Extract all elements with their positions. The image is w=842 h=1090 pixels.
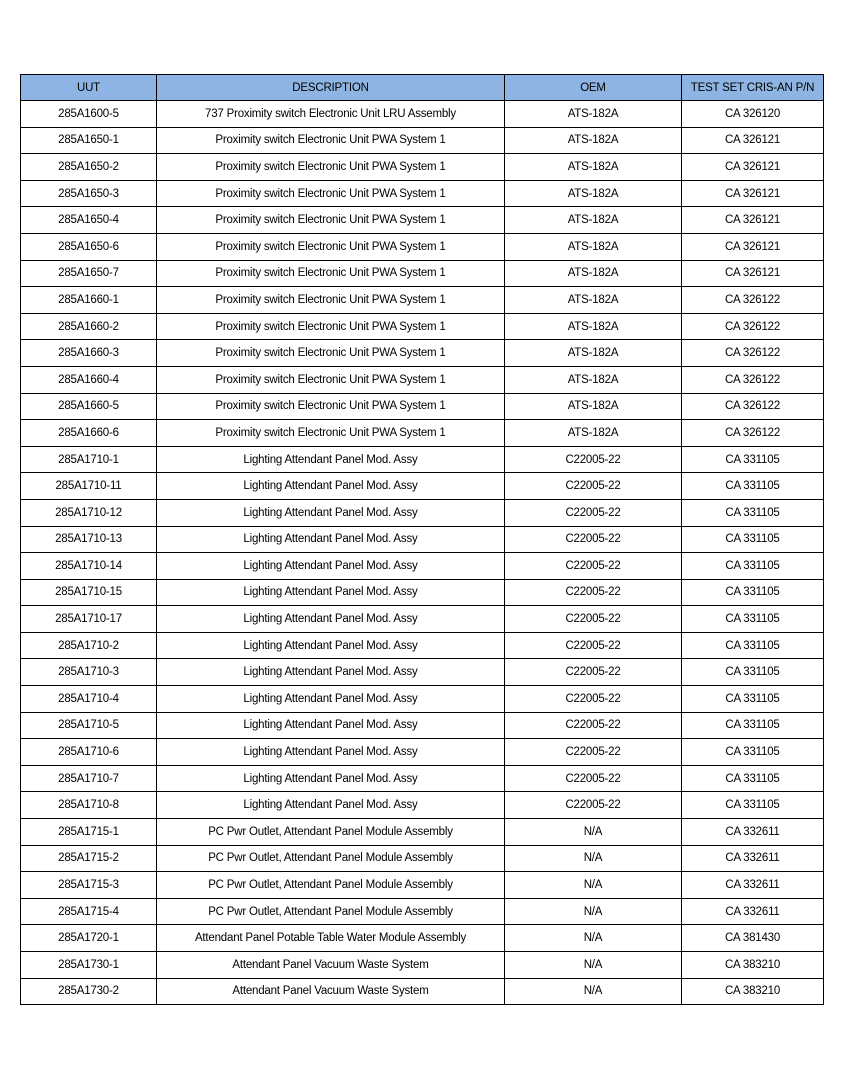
cell-uut: 285A1650-7 (21, 260, 157, 287)
cell-uut: 285A1710-14 (21, 553, 157, 580)
table-row (21, 792, 824, 819)
table-row (21, 659, 824, 686)
cell-description: 737 Proximity switch Electronic Unit LRU Assembly (157, 101, 505, 128)
cell-description: Lighting Attendant Panel Mod. Assy (157, 632, 505, 659)
cell-uut: 285A1715-3 (21, 872, 157, 899)
cell-test-set: CA 326122 (682, 366, 824, 393)
cell-oem: N/A (505, 845, 682, 872)
cell-oem: N/A (505, 978, 682, 1005)
table-row (21, 180, 824, 207)
table-row (21, 553, 824, 580)
cell-uut: 285A1600-5 (21, 101, 157, 128)
cell-test-set: CA 326121 (682, 233, 824, 260)
table-row (21, 101, 824, 128)
cell-description: Lighting Attendant Panel Mod. Assy (157, 526, 505, 553)
cell-test-set: CA 326122 (682, 393, 824, 420)
cell-description: Proximity switch Electronic Unit PWA System 1 (157, 154, 505, 181)
cell-uut: 285A1660-6 (21, 420, 157, 447)
cell-oem: N/A (505, 952, 682, 979)
header-oem: OEM (505, 75, 682, 101)
table-row (21, 499, 824, 526)
cell-oem: C22005-22 (505, 606, 682, 633)
cell-test-set: CA 331105 (682, 712, 824, 739)
cell-uut: 285A1650-2 (21, 154, 157, 181)
cell-test-set: CA 326120 (682, 101, 824, 128)
cell-description: Proximity switch Electronic Unit PWA System 1 (157, 313, 505, 340)
cell-oem: C22005-22 (505, 579, 682, 606)
cell-uut: 285A1650-1 (21, 127, 157, 154)
table-row (21, 925, 824, 952)
table-row (21, 340, 824, 367)
table-row (21, 127, 824, 154)
cell-description: Lighting Attendant Panel Mod. Assy (157, 739, 505, 766)
cell-oem: C22005-22 (505, 765, 682, 792)
cell-description: Attendant Panel Vacuum Waste System (157, 978, 505, 1005)
cell-oem: C22005-22 (505, 792, 682, 819)
table-row (21, 952, 824, 979)
cell-uut: 285A1710-13 (21, 526, 157, 553)
cell-uut: 285A1715-4 (21, 898, 157, 925)
table-row (21, 606, 824, 633)
cell-uut: 285A1710-3 (21, 659, 157, 686)
cell-test-set: CA 331105 (682, 553, 824, 580)
cell-uut: 285A1720-1 (21, 925, 157, 952)
table-row (21, 420, 824, 447)
cell-test-set: CA 331105 (682, 473, 824, 500)
cell-uut: 285A1710-15 (21, 579, 157, 606)
cell-oem: ATS-182A (505, 420, 682, 447)
cell-test-set: CA 383210 (682, 952, 824, 979)
cell-description: Lighting Attendant Panel Mod. Assy (157, 473, 505, 500)
cell-description: PC Pwr Outlet, Attendant Panel Module Assembly (157, 898, 505, 925)
cell-test-set: CA 326121 (682, 154, 824, 181)
cell-test-set: CA 332611 (682, 845, 824, 872)
cell-description: Proximity switch Electronic Unit PWA System 1 (157, 260, 505, 287)
cell-oem: N/A (505, 925, 682, 952)
table-row (21, 260, 824, 287)
table-row (21, 473, 824, 500)
cell-description: Attendant Panel Potable Table Water Module Assembly (157, 925, 505, 952)
cell-oem: C22005-22 (505, 526, 682, 553)
cell-oem: ATS-182A (505, 127, 682, 154)
table-row (21, 207, 824, 234)
cell-description: PC Pwr Outlet, Attendant Panel Module Assembly (157, 845, 505, 872)
cell-uut: 285A1660-5 (21, 393, 157, 420)
table-row (21, 233, 824, 260)
cell-description: Proximity switch Electronic Unit PWA System 1 (157, 340, 505, 367)
cell-uut: 285A1715-2 (21, 845, 157, 872)
cell-oem: N/A (505, 872, 682, 899)
cell-oem: ATS-182A (505, 101, 682, 128)
cell-test-set: CA 326122 (682, 287, 824, 314)
cell-test-set: CA 331105 (682, 632, 824, 659)
cell-oem: C22005-22 (505, 446, 682, 473)
cell-uut: 285A1710-7 (21, 765, 157, 792)
cell-description: Lighting Attendant Panel Mod. Assy (157, 712, 505, 739)
table-row (21, 898, 824, 925)
cell-test-set: CA 326122 (682, 420, 824, 447)
cell-description: Lighting Attendant Panel Mod. Assy (157, 659, 505, 686)
cell-test-set: CA 331105 (682, 659, 824, 686)
table-row (21, 739, 824, 766)
cell-uut: 285A1660-2 (21, 313, 157, 340)
table-row (21, 154, 824, 181)
cell-oem: C22005-22 (505, 632, 682, 659)
cell-uut: 285A1710-12 (21, 499, 157, 526)
cell-description: Lighting Attendant Panel Mod. Assy (157, 792, 505, 819)
cell-test-set: CA 331105 (682, 579, 824, 606)
cell-description: Proximity switch Electronic Unit PWA System 1 (157, 420, 505, 447)
cell-uut: 285A1710-2 (21, 632, 157, 659)
table-row (21, 872, 824, 899)
cell-oem: ATS-182A (505, 260, 682, 287)
cell-test-set: CA 381430 (682, 925, 824, 952)
cell-test-set: CA 332611 (682, 872, 824, 899)
cell-oem: C22005-22 (505, 473, 682, 500)
cell-description: Attendant Panel Vacuum Waste System (157, 952, 505, 979)
cell-uut: 285A1730-2 (21, 978, 157, 1005)
cell-description: Lighting Attendant Panel Mod. Assy (157, 499, 505, 526)
table-row (21, 393, 824, 420)
cell-description: Proximity switch Electronic Unit PWA System 1 (157, 233, 505, 260)
cell-test-set: CA 326122 (682, 340, 824, 367)
cell-test-set: CA 331105 (682, 686, 824, 713)
cell-test-set: CA 332611 (682, 898, 824, 925)
cell-test-set: CA 331105 (682, 739, 824, 766)
cell-uut: 285A1660-4 (21, 366, 157, 393)
cell-uut: 285A1710-17 (21, 606, 157, 633)
cell-test-set: CA 331105 (682, 499, 824, 526)
cell-description: Proximity switch Electronic Unit PWA System 1 (157, 393, 505, 420)
cell-oem: ATS-182A (505, 340, 682, 367)
cell-oem: N/A (505, 819, 682, 846)
cell-uut: 285A1715-1 (21, 819, 157, 846)
table-row (21, 712, 824, 739)
table-row (21, 819, 824, 846)
table-body (21, 101, 824, 1005)
cell-description: Lighting Attendant Panel Mod. Assy (157, 446, 505, 473)
cell-description: Proximity switch Electronic Unit PWA System 1 (157, 180, 505, 207)
cell-uut: 285A1710-11 (21, 473, 157, 500)
table-row (21, 366, 824, 393)
cell-uut: 285A1650-4 (21, 207, 157, 234)
table-row (21, 287, 824, 314)
parts-table (20, 74, 824, 1005)
cell-test-set: CA 331105 (682, 792, 824, 819)
table-row (21, 845, 824, 872)
cell-description: Lighting Attendant Panel Mod. Assy (157, 579, 505, 606)
cell-oem: ATS-182A (505, 180, 682, 207)
cell-test-set: CA 326122 (682, 313, 824, 340)
header-description: DESCRIPTION (157, 75, 505, 101)
cell-test-set: CA 331105 (682, 606, 824, 633)
cell-oem: ATS-182A (505, 207, 682, 234)
cell-description: PC Pwr Outlet, Attendant Panel Module Assembly (157, 819, 505, 846)
table-row (21, 526, 824, 553)
table-row (21, 579, 824, 606)
header-uut: UUT (21, 75, 157, 101)
cell-test-set: CA 331105 (682, 446, 824, 473)
cell-test-set: CA 331105 (682, 765, 824, 792)
cell-description: Lighting Attendant Panel Mod. Assy (157, 606, 505, 633)
cell-description: Lighting Attendant Panel Mod. Assy (157, 765, 505, 792)
cell-oem: ATS-182A (505, 313, 682, 340)
cell-oem: C22005-22 (505, 659, 682, 686)
cell-description: Lighting Attendant Panel Mod. Assy (157, 553, 505, 580)
cell-uut: 285A1650-3 (21, 180, 157, 207)
cell-test-set: CA 326121 (682, 260, 824, 287)
cell-description: Proximity switch Electronic Unit PWA System 1 (157, 366, 505, 393)
cell-description: PC Pwr Outlet, Attendant Panel Module Assembly (157, 872, 505, 899)
cell-oem: N/A (505, 898, 682, 925)
cell-uut: 285A1730-1 (21, 952, 157, 979)
cell-description: Proximity switch Electronic Unit PWA System 1 (157, 207, 505, 234)
table-row (21, 313, 824, 340)
cell-description: Proximity switch Electronic Unit PWA System 1 (157, 127, 505, 154)
cell-oem: C22005-22 (505, 499, 682, 526)
cell-description: Lighting Attendant Panel Mod. Assy (157, 686, 505, 713)
cell-test-set: CA 383210 (682, 978, 824, 1005)
cell-uut: 285A1650-6 (21, 233, 157, 260)
cell-oem: ATS-182A (505, 154, 682, 181)
cell-oem: C22005-22 (505, 712, 682, 739)
cell-uut: 285A1710-5 (21, 712, 157, 739)
cell-test-set: CA 326121 (682, 180, 824, 207)
header-test-set: TEST SET CRIS-AN P/N (682, 75, 824, 101)
cell-oem: ATS-182A (505, 233, 682, 260)
cell-test-set: CA 331105 (682, 526, 824, 553)
cell-oem: C22005-22 (505, 739, 682, 766)
cell-uut: 285A1660-3 (21, 340, 157, 367)
table-row (21, 632, 824, 659)
table-row (21, 686, 824, 713)
cell-oem: C22005-22 (505, 686, 682, 713)
cell-test-set: CA 326121 (682, 127, 824, 154)
cell-oem: ATS-182A (505, 393, 682, 420)
cell-uut: 285A1710-8 (21, 792, 157, 819)
cell-oem: ATS-182A (505, 287, 682, 314)
cell-uut: 285A1660-1 (21, 287, 157, 314)
table-row (21, 765, 824, 792)
cell-uut: 285A1710-1 (21, 446, 157, 473)
cell-uut: 285A1710-6 (21, 739, 157, 766)
cell-description: Proximity switch Electronic Unit PWA System 1 (157, 287, 505, 314)
cell-oem: ATS-182A (505, 366, 682, 393)
table-header-row (21, 75, 824, 101)
cell-oem: C22005-22 (505, 553, 682, 580)
cell-test-set: CA 326121 (682, 207, 824, 234)
cell-test-set: CA 332611 (682, 819, 824, 846)
table-row (21, 978, 824, 1005)
table-row (21, 446, 824, 473)
cell-uut: 285A1710-4 (21, 686, 157, 713)
